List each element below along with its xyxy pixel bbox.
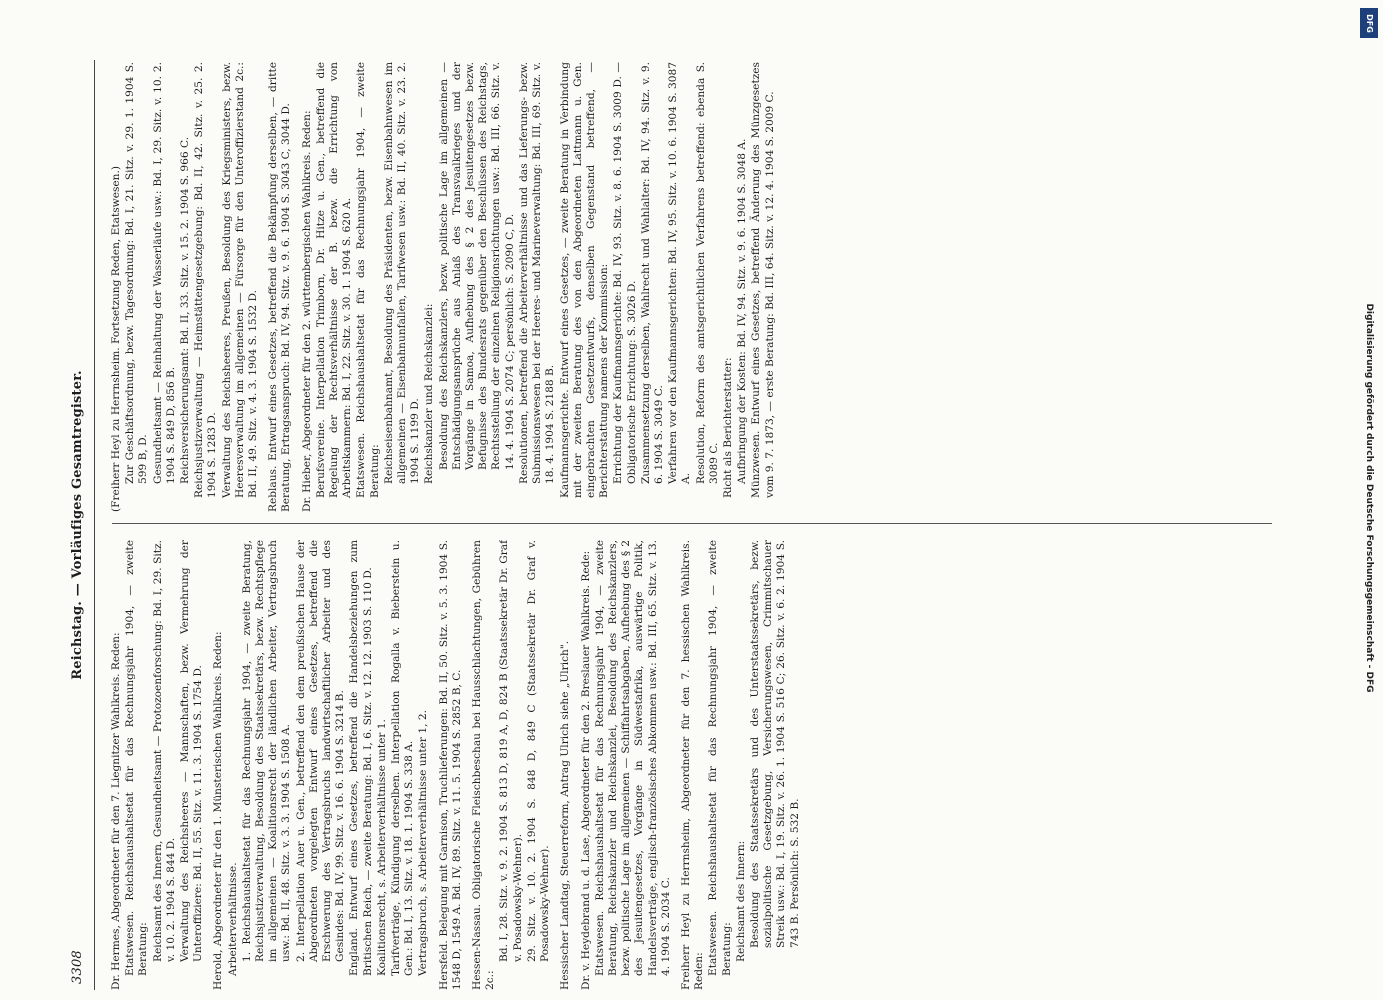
entry-kaufmannsgerichte: Kaufmannsgerichte. Entwurf eines Gesetzes, — zweite Beratung in Verbindung mit der zweiten Beratung des von den Abgeordneten Lattmann u. Gen. eingebrachten Gesetzentwurfs, denselben Gegenstand betreffend, — Berichterstattung namens der Kommission:	[558, 62, 611, 498]
left-column	[110, 540, 1290, 990]
entry-text: Besoldung des Reichskanzlers, bezw. politische Lage im allgemeinen — Entschädigungsansprüche aus Anlaß des Transvaalkrieges und der Vorgänge in Samoa, Aufhebung des § 2 des Jesuitengesetzes bezw. Befugnisse des Bundesrats gegenüber den Beschlüssen des Reichstags, Rechtsstellung der einzelnen Religionsrichtungen usw.: Bd. III, 66. Sitz. v. 14. 4. 1904 S. 2074 C; persönlich: S. 2090 C, D.	[437, 62, 516, 470]
entry-text: Zur Geschäftsordnung, bezw. Tagesordnung: Bd. I, 21. Sitz. v. 29. 1. 1904 S. 599 B, D.	[124, 62, 150, 484]
rotated-page	[60, 60, 1350, 990]
entry-text: Reichsamt des Innern:	[734, 840, 747, 962]
entry-text: England. Entwurf eines Gesetzes, betreffend die Handelsbeziehungen zum Britischen Reich, — zweite Beratung: Bd. I, 6. Sitz. v. 12. 12. 1903 S. 110 D.	[348, 540, 374, 976]
entry-text: Tarifverträge, Kündigung derselben. Interpellation Rogalla v. Bieberstein u. Gen.: Bd. I, 13. Sitz. v. 18. 1. 1904 S. 338 A.	[390, 540, 416, 976]
page-title: Reichstag. — Vorläufiges Gesamtregister.	[70, 370, 85, 680]
entry-heydebrand: Dr. v. Heydebrand u. d. Lase, Abgeordneter für den 2. Breslauer Wahlkreis. Rede:	[579, 550, 592, 990]
entry-text: Reichsjustizverwaltung — Heimstättengesetzgebung: Bd. II, 42. Sitz. v. 25. 2. 1904 S. 1283 D.	[193, 62, 219, 498]
entry-text: Besoldung des Staatssekretärs und des Unterstaatssekretärs, bezw. sozialpolitische Gesetzgebung, Versicherungswesen, Crimmitschauer Streik usw.: Bd. I, 19. Sitz. v. 26. 1. 1904 S. 516 C; 26. Sitz. v. 6. 2. 1904 S. 743 B. Persönlich: S. 532 B.	[748, 540, 801, 948]
page-number: 3308	[70, 950, 85, 984]
entry-text: Errichtung der Kaufmannsgerichte: Bd. IV, 93. Sitz. v. 8. 6. 1904 S. 3009 D. — Obligatorische Errichtung: S. 3026 D.	[612, 62, 638, 484]
entry-text: Resolution, Reform des amtsgerichtlichen Verfahrens betreffend: ebenda S. 3089 C.	[694, 62, 720, 484]
entry-hersfeld: Hersfeld. Belegung mit Garnison, Truchlieferungen: Bd. II, 50. Sitz. v. 5. 3. 1904 S. 1548 D, 1549 A. Bd. IV, 89. Sitz. v. 11. 5. 1904 S. 2852 B, C.	[437, 540, 463, 990]
entry-text: Etatswesen. Reichshaushaltsetat für das Rechnungsjahr 1904, — zweite Beratung:	[355, 62, 381, 498]
entry-text: Verwaltung des Reichsheeres, Preußen, Besoldung des Kriegsministers, bezw. Heeresverwaltung im allgemeinen — Fürsorge für den Unteroffizierstand 2c.: Bd. II, 49. Sitz. v. 4. 3. 1904 S. 1532 D.	[220, 62, 260, 498]
entry-hessen-nassau: Hessen-Nassau. Obligatorische Fleischbeschau bei Hausschlachtungen, Gebühren 2c.:	[471, 540, 497, 990]
entry-text: Bd. I, 28. Sitz. v. 9. 2. 1904 S. 813 D, 819 A, D, 824 B (Staatssekretär Dr. Graf v. Posadowsky-Wehner).	[498, 540, 524, 962]
funding-note: Digitalisierung gefördert durch die Deutsche Forschungsgemeinschaft - DFG	[1364, 303, 1374, 693]
entry-text: Vertragsbruch, s. Arbeiterverhältnisse unter 1, 2.	[417, 710, 430, 976]
entry-text: Richt als Berichterstatter:	[721, 357, 734, 498]
entry-text: 2. Interpellation Auer u. Gen., betreffend den dem preußischen Hause der Abgeordneten vorgelegten Entwurf eines Gesetzes, betreffend die Erschwerung des Vertragsbruchs landwirtschaftlicher Arbeiter und des Gesindes: Bd. IV, 99. Sitz. v. 16. 6. 1904 S. 3214 B.	[294, 540, 347, 962]
entry-hermes: Dr. Hermes, Abgeordneter für den 7. Liegnitzer Wahlkreis. Reden:	[110, 632, 122, 990]
entry-text: Aufbringung der Kosten: Bd. IV, 94. Sitz. v. 9. 6. 1904 S. 3048 A.	[736, 138, 749, 484]
entry-text: Berufsvereine. Interpellation Trimborn, Dr. Hitze u. Gen., betreffend die Regelung der Rechtsverhältnisse der B. bezw. die Errichtung von Arbeitskammern: Bd. I, 22. Sitz. v. 30. 1. 1904 S. 620 A.	[314, 62, 354, 498]
header-rule	[94, 60, 95, 990]
entry-text: Koalitionsrecht, s. Arbeiterverhältnisse unter 1.	[375, 719, 388, 976]
entry-text: Etatswesen. Reichshaushaltsetat für das Rechnungsjahr 1904, — zweite Beratung, Reichskanzler und Reichskanzlei, Besoldung des Reichskanzlers, bezw. politische Lage im allgemeinen — Schiffahrtsabgaben, Aufhebung des § 2 des Jesuitengesetzes, Vorgänge in Südwestafrika, auswärtige Politik, Handelsverträge, englisch-französisches Abkommen usw.: Bd. III, 65. Sitz. v. 13. 4. 1904 S. 2034 C.	[593, 540, 672, 976]
entry-hessischer-landtag: Hessischer Landtag, Steuerreform, Antrag Ulrich siehe „Ulrich".	[559, 640, 572, 990]
entry-herold: Herold, Abgeordneter für den 1. Münsterischen Wahlkreis. Reden:	[212, 631, 225, 990]
entry-text: Gesundheitsamt — Reinhaltung der Wasserläufe usw.: Bd. I, 29. Sitz. v. 10. 2. 1904 S. 849 D, 856 B.	[151, 62, 177, 484]
entry-text: 29. Sitz. v. 10. 2. 1904 S. 848 D, 849 C (Staatssekretär Dr. Graf v. Posadowsky-Wehner).	[525, 540, 552, 962]
entry-text: Etatswesen. Reichshaushaltsetat für das Rechnungsjahr 1904, — zweite Beratung:	[707, 540, 733, 976]
entry-text: Verfahren vor den Kaufmannsgerichten: Bd. IV, 95. Sitz. v. 10. 6. 1904 S. 3087 A.	[667, 62, 693, 484]
entry-text: Resolutionen, betreffend die Arbeiterverhältnisse und das Lieferungs- bezw. Submissionswesen bei der Heeres- und Marineverwaltung: Bd. III, 69. Sitz. v. 18. 4. 1904 S. 2188 B.	[517, 62, 557, 484]
right-column	[110, 62, 1290, 512]
entry-muenzwesen: Münzwesen. Entwurf eines Gesetzes, betreffend Änderung des Münzgesetzes vom 9. 7. 1873, — erste Beratung: Bd. III, 64. Sitz. v. 12. 4. 1904 S. 2009 C.	[750, 62, 776, 498]
entry-text: Reichsamt des Innern, Gesundheitsamt — Protozoenforschung: Bd. I, 29. Sitz. v. 10. 2. 1904 S. 844 D.	[151, 540, 177, 962]
column-separator	[112, 523, 1272, 524]
entry-text: Verwaltung des Reichsheeres — Mannschaften, bezw. Vermehrung der Unteroffiziere: Bd. II, 55. Sitz. v. 11. 3. 1904 S. 1754 D.	[179, 540, 205, 962]
entry-heyl-continued: (Freiherr Heyl zu Herrnsheim. Fortsetzung Reden, Etatswesen.)	[110, 166, 122, 512]
entry-text: Arbeiterverhältnisse.	[226, 862, 239, 976]
entry-reblaus: Reblaus. Entwurf eines Gesetzes, betreffend die Bekämpfung derselben, — dritte Beratung, Ertragsanspruch: Bd. IV, 94. Sitz. v. 9. 6. 1904 S. 3043 C, 3044 D.	[267, 62, 293, 512]
entry-hieber: Dr. Hieber, Abgeordneter für den 2. württembergischen Wahlkreis. Reden:	[300, 110, 313, 512]
entry-text: Zusammensetzung derselben, Wahlrecht und Wahlalter: Bd. IV, 94. Sitz. v. 9. 6. 1904 S. 3049 C.	[639, 62, 665, 484]
entry-text: Reichseisenbahnamt, Besoldung des Präsidenten, bezw. Eisenbahnwesen im allgemeinen — Eisenbahnunfallen, Tarifwesen usw.: Bd. II, 40. Sitz. v. 23. 2. 1904 S. 1199 D.	[382, 62, 422, 484]
entry-text: 1. Reichshaushaltsetat für das Rechnungsjahr 1904, — zweite Beratung, Reichsjustizverwaltung, Besoldung des Staatssekretärs, bezw. Rechtspflege im allgemeinen — Koalitionsrecht der ländlichen Arbeiter, Vertragsbruch usw.: Bd. II, 48. Sitz. v. 3. 3. 1904 S. 1508 A.	[240, 540, 293, 962]
dfg-logo: DFG	[1360, 8, 1378, 38]
entry-text: Reichsversicherungsamt: Bd. II, 33. Sitz. v. 15. 2. 1904 S. 966 C.	[179, 136, 192, 484]
entry-text: Reichskanzler und Reichskanzlei:	[423, 303, 436, 484]
entry-text: Etatswesen. Reichshaushaltsetat für das Rechnungsjahr 1904, — zweite Beratung:	[124, 540, 150, 976]
entry-heyl: Freiherr Heyl zu Herrnsheim, Abgeordneter für den 7. hessischen Wahlkreis. Reden:	[679, 540, 706, 990]
page-header	[60, 60, 96, 990]
